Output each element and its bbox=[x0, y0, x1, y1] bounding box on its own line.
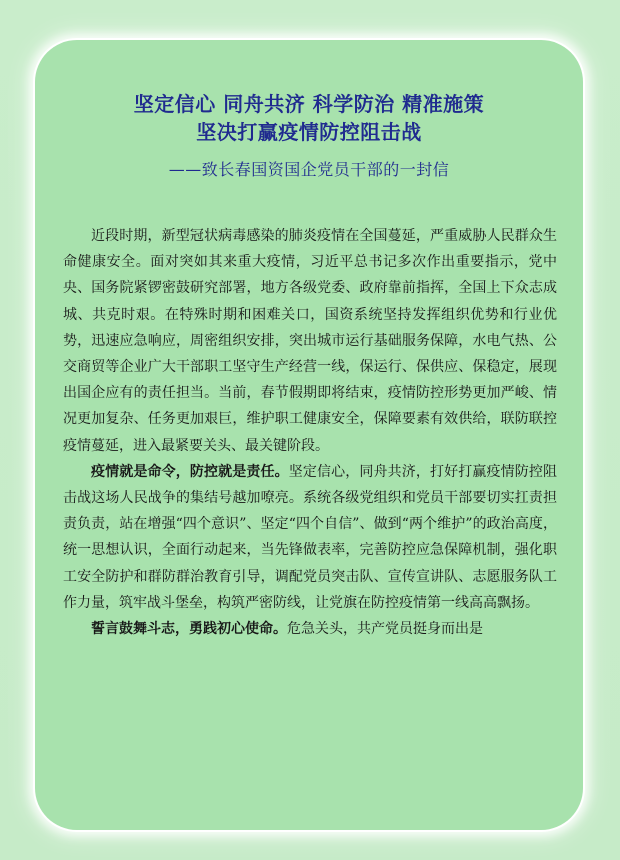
title-line-1: 坚定信心 同舟共济 科学防治 精准施策 bbox=[133, 92, 485, 116]
paragraph-2-lead: 疫情就是命令，防控就是责任。 bbox=[91, 463, 289, 480]
paragraph-3-text: 危急关头，共产党员挺身而出是 bbox=[287, 621, 483, 638]
title-line-2: 坚决打赢疫情防控阻击战 bbox=[196, 120, 422, 144]
subtitle: ——致长春国资国企党员干部的一封信 bbox=[168, 160, 450, 179]
paragraph-3 bbox=[63, 616, 557, 642]
paragraph-2 bbox=[63, 459, 557, 616]
letter-body bbox=[63, 223, 557, 642]
letter-card bbox=[35, 40, 583, 830]
paragraph-1: 近段时期，新型冠状病毒感染的肺炎疫情在全国蔓延，严重威胁人民群众生命健康安全。面对突如其来重大疫情，习近平总书记多次作出重要指示，党中央、国务院紧锣密鼓研究部署，地方各级党委、政府靠前指挥，全国上下众志成城、共克时艰。在特殊时期和困难关口，国资系统坚持发挥组织优势和行业优势，迅速应急响应，周密组织安排，突出城市运行基础服务保障，水电气热、公交商贸等企业广大干部职工坚守生产经营一线，保运行、保供应、保稳定，展现出国企应有的责任担当。当前，春节假期即将结束，疫情防控形势更加严峻、情况更加复杂、任务更加艰巨，维护职工健康安全，保障要素有效供给，联防联控疫情蔓延，进入最紧要关头、最关键阶段。 bbox=[63, 228, 557, 454]
paragraph-3-lead: 誓言鼓舞斗志，勇践初心使命。 bbox=[91, 621, 287, 638]
paragraph-2-text: 坚定信心，同舟共济，打好打赢疫情防控阻击战这场人民战争的集结号越加嘹亮。系统各级党组织和党员干部要切实扛责担责负责，站在增强“四个意识”、坚定“四个自信”、做到“两个维护”的政治高度，统一思想认识，全面行动起来，当先锋做表率，完善防控应急保障机制，强化职工安全防护和群防群治教育引导，调配党员突击队、宣传宣讲队、志愿服务队工作力量，筑牢战斗堡垒，构筑严密防线，让党旗在防控疫情第一线高高飘扬。 bbox=[63, 463, 557, 611]
